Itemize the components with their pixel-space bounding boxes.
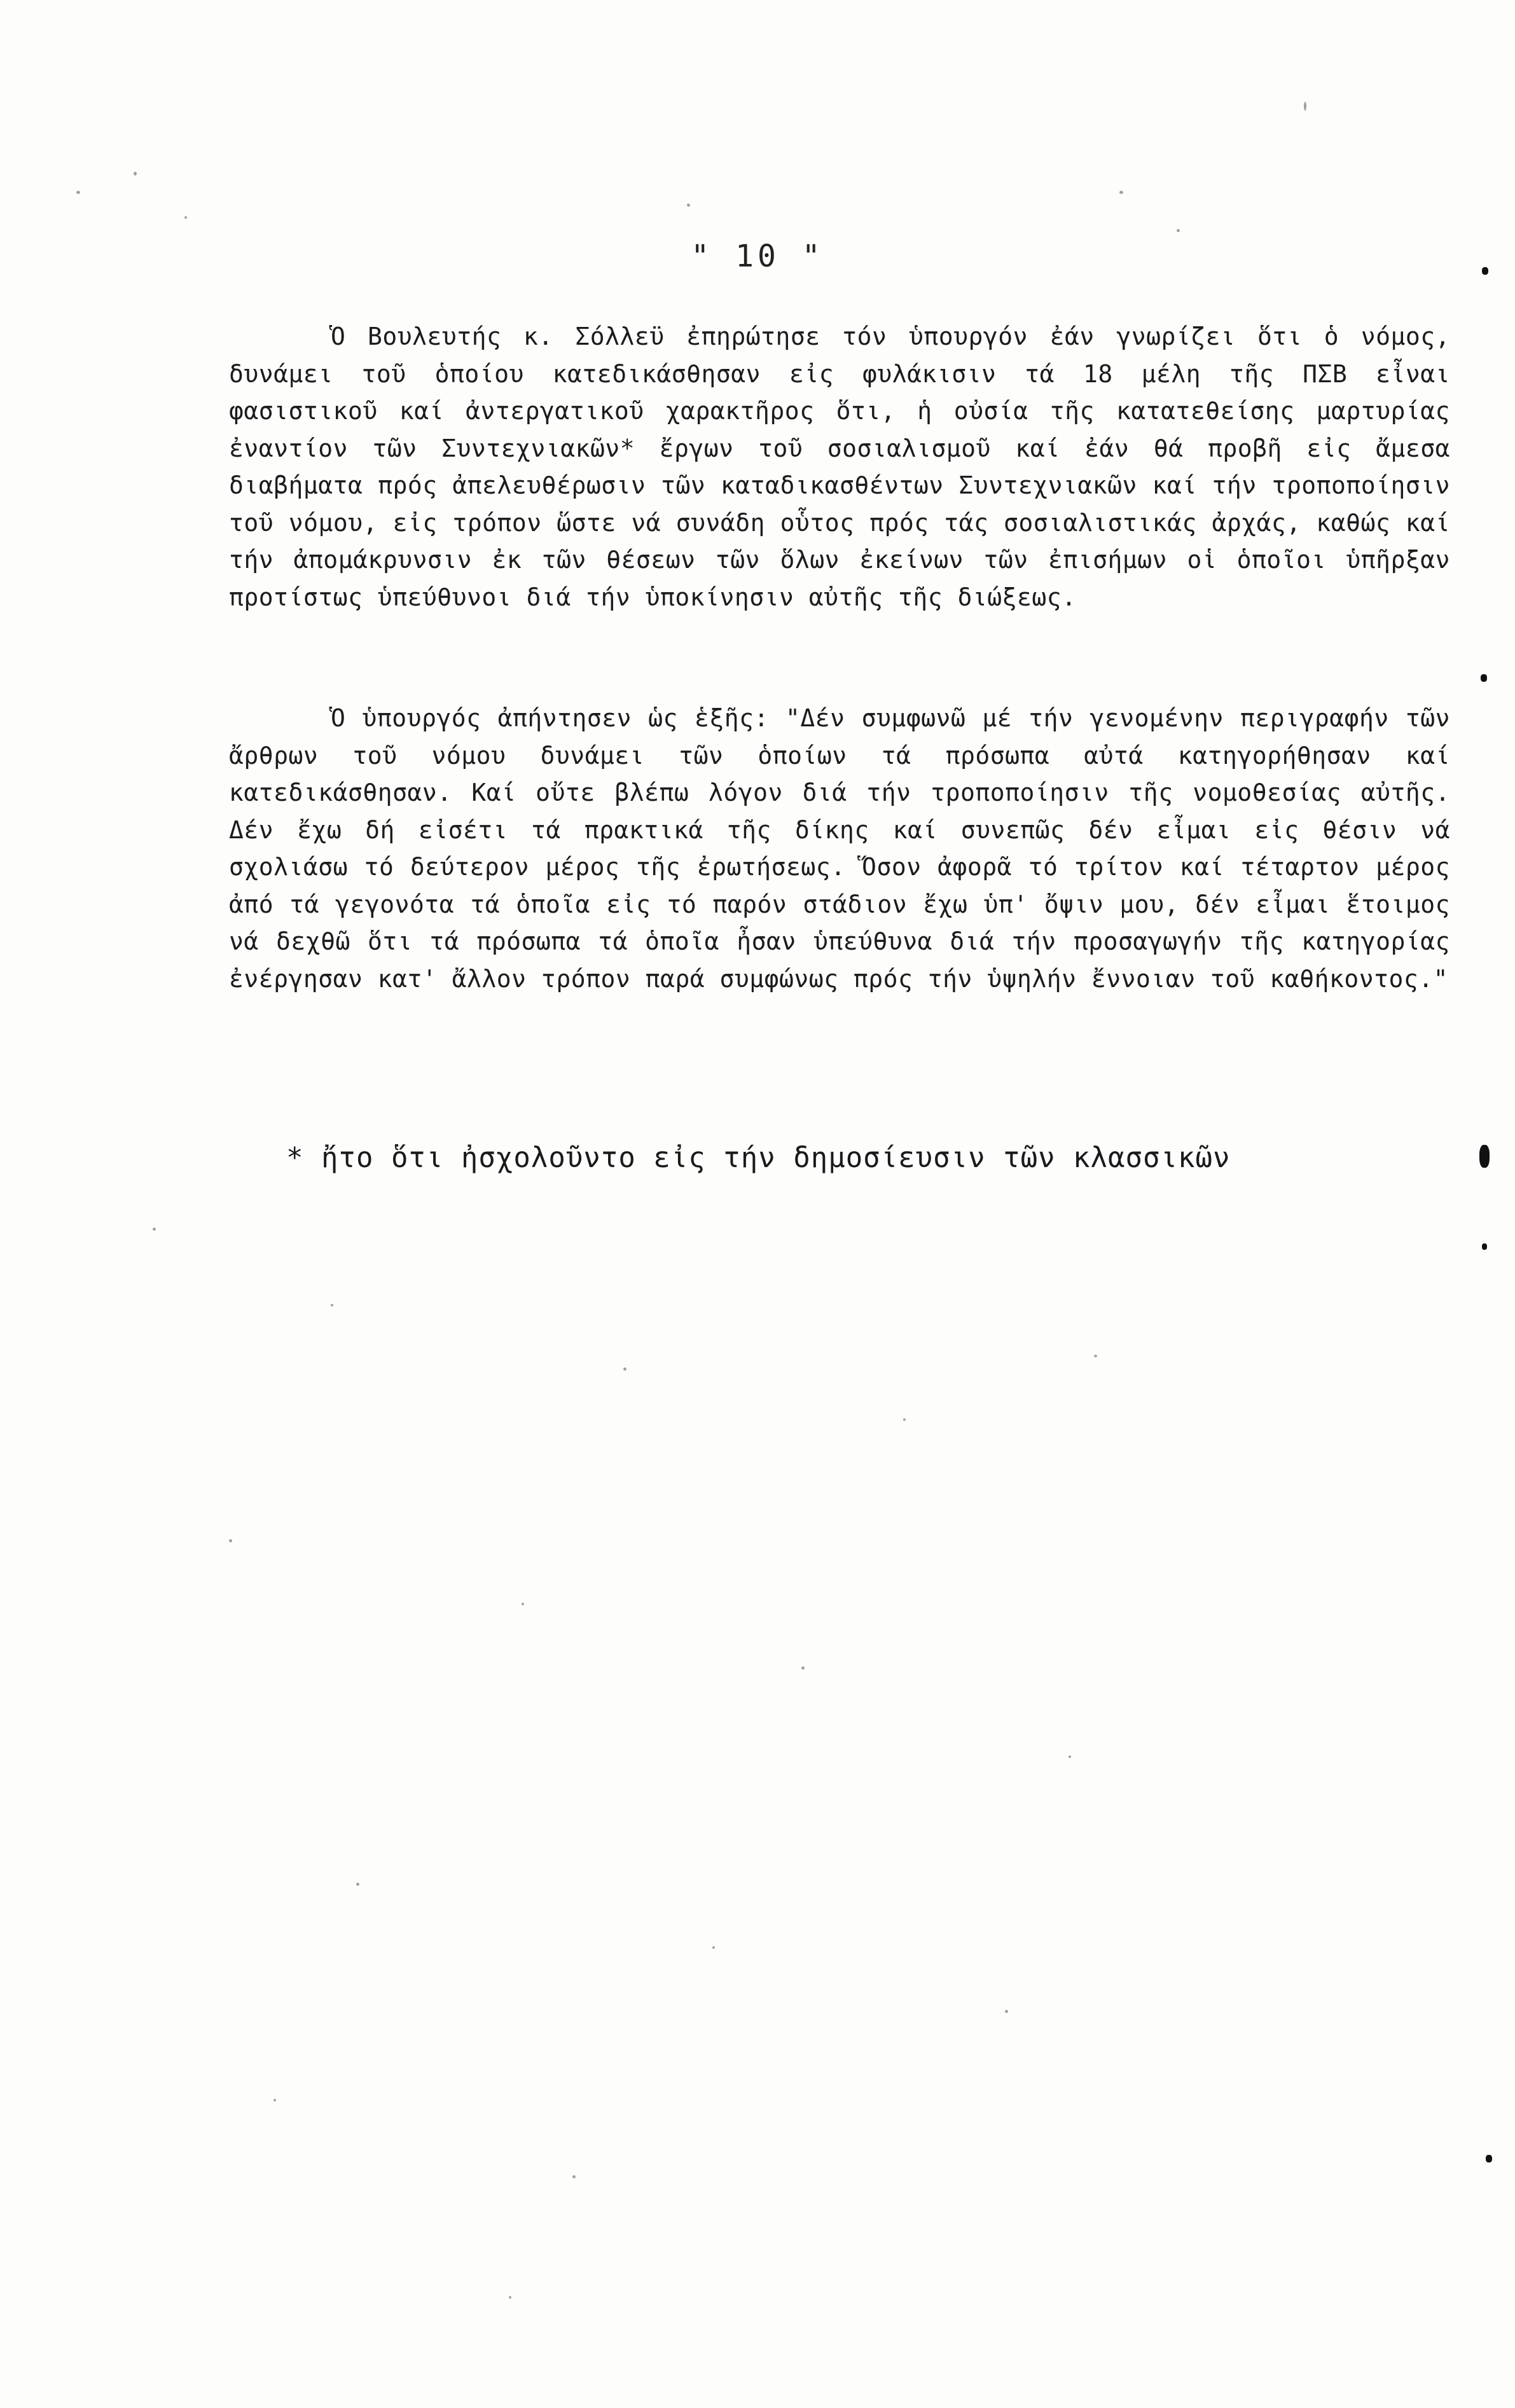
scan-speck bbox=[903, 1418, 906, 1421]
scan-speck bbox=[1119, 191, 1123, 194]
paragraph-answer: Ὁ ὑπουργός ἀπήντησεν ὡς ἑξῆς: "Δέν συμφωνῶ μέ τήν γενομένην περιγραφήν τῶν ἄρθρων τοῦ νόμου δυνάμει τῶν ὁποίων τά πρόσωπα αὐτά κατηγορήθησαν καί κατεδικάσθησαν. Καί οὔτε βλέπω λόγον διά τήν τροποποίησιν τῆς νομοθεσίας αὐτῆς. Δέν ἔχω δή εἰσέτι τά πρακτικά τῆς δίκης καί συνεπῶς δέν εἶμαι εἰς θέσιν νά σχολιάσω τό δεύτερον μέρος τῆς ἐρωτήσεως. Ὅσον ἀφορᾶ τό τρίτον καί τέταρτον μέρος ἀπό τά γεγονότα τά ὁποῖα εἰς τό παρόν στάδιον ἔχω ὑπ' ὄψιν μου, δέν εἶμαι ἕτοιμος νά δεχθῶ ὅτι τά πρόσωπα τά ὁποῖα ἦσαν ὑπεύθυνα διά τήν προσαγωγήν τῆς κατηγορίας ἐνέργησαν κατ' ἄλλον τρόπον παρά συμφώνως πρός τήν ὑψηλήν ἔννοιαν τοῦ καθήκοντος." bbox=[229, 704, 1450, 993]
margin-mark bbox=[1486, 2155, 1492, 2162]
scan-speck bbox=[1304, 102, 1306, 111]
scan-speck bbox=[331, 1304, 333, 1306]
scan-speck bbox=[356, 1883, 359, 1886]
scan-speck bbox=[273, 2099, 276, 2101]
scan-speck bbox=[1094, 1355, 1097, 1357]
page-number: " 10 " bbox=[691, 239, 824, 274]
scan-speck bbox=[134, 172, 137, 176]
scan-speck bbox=[184, 216, 187, 219]
scan-speck bbox=[1177, 229, 1180, 232]
margin-mark bbox=[1481, 674, 1487, 682]
scan-speck bbox=[76, 191, 80, 194]
scan-speck bbox=[509, 2296, 511, 2299]
scan-speck bbox=[1069, 1755, 1071, 1758]
margin-mark bbox=[1482, 267, 1488, 275]
scan-speck bbox=[712, 1946, 715, 1949]
scan-speck bbox=[522, 1603, 524, 1605]
paragraph-question: Ὁ Βουλευτής κ. Σόλλεϋ ἐπηρώτησε τόν ὑπουργόν ἐάν γνωρίζει ὅτι ὁ νόμος, δυνάμει τοῦ ὁποίου κατεδικάσθησαν εἰς φυλάκισιν τά 18 μέλη τῆς ΠΣΒ εἶναι φασιστικοῦ καί ἀντεργατικοῦ χαρακτῆρος ὅτι, ἡ οὐσία τῆς κατατεθείσης μαρτυρίας ἐναντίον τῶν Συντεχνιακῶν* ἔργων τοῦ σοσιαλισμοῦ καί ἐάν θά προβῆ εἰς ἄμεσα διαβήματα πρός ἀπελευθέρωσιν τῶν καταδικασθέντων Συντεχνιακῶν καί τήν τροποποίησιν τοῦ νόμου, εἰς τρόπον ὥστε νά συνάδη οὗτος πρός τάς σοσιαλιστικάς ἀρχάς, καθώς καί τήν ἀπομάκρυνσιν ἐκ τῶν θέσεων τῶν ὅλων ἐκείνων τῶν ἐπισήμων οἱ ὁποῖοι ὑπῆρξαν προτίστως ὑπεύθυνοι διά τήν ὑποκίνησιν αὐτῆς τῆς διώξεως. bbox=[229, 322, 1450, 611]
margin-mark bbox=[1482, 1243, 1487, 1250]
scan-speck bbox=[687, 204, 690, 207]
scan-speck bbox=[1005, 2010, 1008, 2013]
scan-speck bbox=[801, 1666, 805, 1670]
margin-mark bbox=[1479, 1145, 1490, 1168]
scan-speck bbox=[153, 1228, 156, 1231]
scan-speck bbox=[229, 1539, 232, 1542]
footnote: * ἤτο ὅτι ἠσχολοῦντο εἰς τήν δημοσίευσιν τῶν κλασσικῶν bbox=[286, 1142, 1231, 1174]
scan-speck bbox=[572, 2175, 576, 2178]
scan-speck bbox=[623, 1367, 626, 1371]
